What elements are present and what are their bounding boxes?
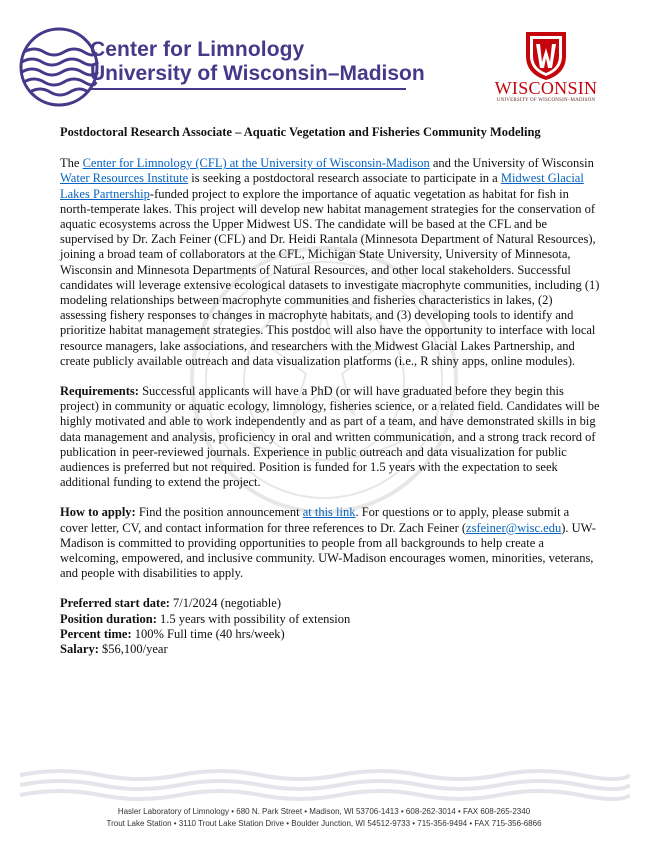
footer-line-1: Hasler Laboratory of Limnology • 680 N. Park Street • Madison, WI 53706-1413 • 608-262-3014 • FAX 608-265-2340 xyxy=(117,807,531,816)
requirements-text: Successful applicants will have a PhD (or will have graduated before they begin this project) in community or aquatic ecology, limnology, fisheries science, or a related field. Candidates will be highly motivated and able to work independently and as part of a team, and have demonstrated skills in big data management and analysis, proficiency in oral and written communication, and a strong track record of publication in peer-reviewed journals. Experience in public outreach and data visualization for public audiences is preferred but not required. Position is funded for 1.5 years with the expectation to seek additional funding to extend the project. xyxy=(60,384,600,490)
footer-line-2: Trout Lake Station • 3110 Trout Lake Station Drive • Boulder Junction, WI 54512-9733 • 715-356-9494 • FAX 715-356-6866 xyxy=(106,819,542,828)
uw-wordmark xyxy=(486,79,606,104)
intro-paragraph xyxy=(60,156,600,369)
salary-value: $56,100/year xyxy=(98,642,168,657)
announcement-link[interactable]: at this link xyxy=(302,505,356,520)
intro-text-2: and the University of Wisconsin xyxy=(429,156,594,171)
duration-row xyxy=(60,612,600,627)
start-date-value: 7/1/2024 (negotiable) xyxy=(169,596,281,611)
org-title xyxy=(90,38,425,86)
uw-wordmark-text: WISCONSIN xyxy=(494,78,598,98)
header-divider xyxy=(90,88,406,90)
start-date-label: Preferred start date: xyxy=(60,596,170,611)
salary-label: Salary: xyxy=(60,642,99,657)
requirements-paragraph xyxy=(60,384,600,490)
percent-time-row xyxy=(60,627,600,642)
apply-text-3: ). UW-Madison is committed to providing opportunities to people from all backgrounds to help create a welcoming, empowered, and inclusive community. UW-Madison encourages women, minorities, veterans, and people with disabilities to apply. xyxy=(60,520,596,581)
email-link[interactable]: zsfeiner@wisc.edu xyxy=(466,520,562,535)
footer-wave-icon xyxy=(20,763,630,805)
intro-text-1: The xyxy=(60,156,83,171)
apply-label: How to apply: xyxy=(60,505,136,520)
salary-row xyxy=(60,642,600,657)
intro-text-3: is seeking a postdoctoral research associate to participate in a xyxy=(188,171,501,186)
requirements-label: Requirements: xyxy=(60,384,139,399)
org-title-line2: University of Wisconsin–Madison xyxy=(90,62,425,85)
apply-paragraph xyxy=(60,505,600,581)
mglp-link[interactable]: Midwest Glacial Lakes Partnership xyxy=(60,171,584,201)
footer xyxy=(0,806,648,830)
cfl-link[interactable]: Center for Limnology (CFL) at the University of Wisconsin-Madison xyxy=(82,156,430,171)
wri-link[interactable]: Water Resources Institute xyxy=(60,171,189,186)
apply-text-2: . For questions or to apply, please submit a cover letter, CV, and contact information for three references to Dr. Zach Feiner ( xyxy=(60,505,570,535)
uw-wordmark-subtitle: UNIVERSITY OF WISCONSIN–MADISON xyxy=(496,98,596,103)
job-title: Postdoctoral Research Associate – Aquatic Vegetation and Fisheries Community Modeling xyxy=(60,125,541,139)
intro-text-4: -funded project to explore the importance of aquatic vegetation as habitat for fish in north-temperate lakes. This project will develop new habitat management strategies for the conservation of aquatic ecosystems across the Upper Midwest US. The candidate will be based at the CFL and be supervised by Dr. Zach Feiner (CFL) and Dr. Heidi Rantala (Minnesota Department of Natural Resources), joining a broad team of collaborators at the CFL, Michigan State University, University of Minnesota, Wisconsin and Minnesota Departments of Natural Resources, and other local stakeholders. Successful candidates will leverage extensive ecological datasets to investigate macrophyte communities, including (1) modeling relationships between macrophyte communities and fisheries characteristics in lakes, (2) assessing fishery responses to changes in macrophyte habitats, and (3) developing tools to identify and prioritize habitat management strategies. This postdoc will also have the opportunity to interface with local resource managers, lake associations, and researchers with the Midwest Glacial Lakes Partnership, and create publicly available outreach and data visualization platforms (i.e., R shiny apps, online modules). xyxy=(60,186,600,368)
uw-crest-icon xyxy=(521,28,571,82)
duration-label: Position duration: xyxy=(60,611,157,626)
org-title-line1: Center for Limnology xyxy=(90,38,305,61)
cfl-logo-icon xyxy=(18,26,100,108)
duration-value: 1.5 years with possibility of extension xyxy=(156,611,351,626)
document-body xyxy=(60,125,600,657)
apply-text-1: Find the position announcement xyxy=(135,505,303,520)
start-date-row xyxy=(60,596,600,611)
percent-time-value: 100% Full time (40 hrs/week) xyxy=(131,626,285,641)
percent-time-label: Percent time: xyxy=(60,626,132,641)
position-details xyxy=(60,596,600,657)
